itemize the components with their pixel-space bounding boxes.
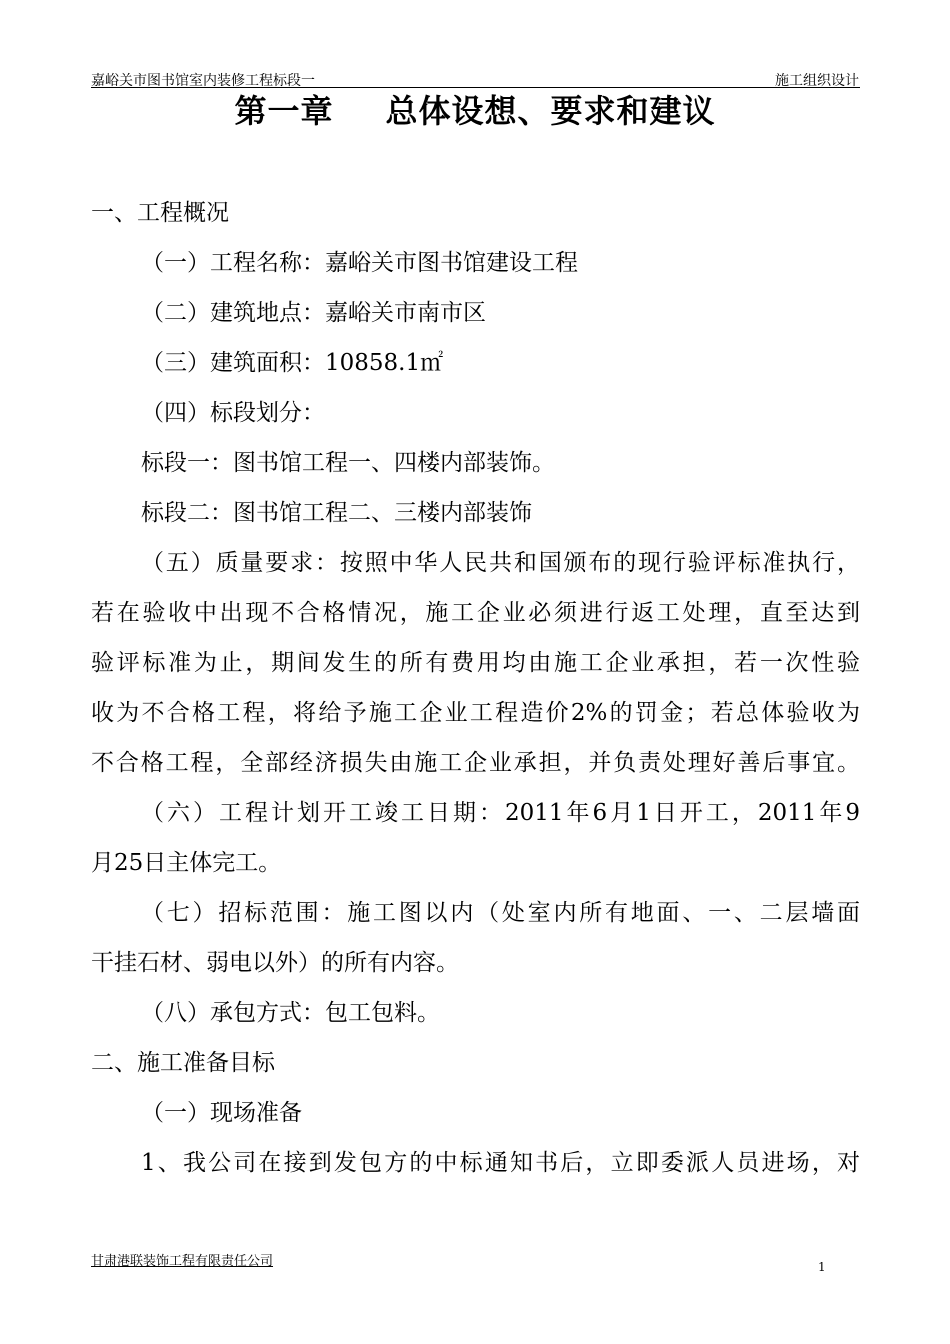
lot-two: 标段二：图书馆工程二、三楼内部装饰 [141,500,532,526]
project-name-item: （一）工程名称：嘉峪关市图书馆建设工程 [141,250,578,276]
project-location-item: （二）建筑地点：嘉峪关市南市区 [141,300,486,326]
quality-requirement-line: 若在验收中出现不合格情况，施工企业必须进行返工处理，直至达到 [91,600,860,626]
footer-company: 甘肃港联装饰工程有限责任公司 [91,1254,274,1269]
schedule-line: 月25日主体完工。 [91,850,282,876]
section-heading: 二、施工准备目标 [91,1050,275,1076]
contract-mode-item: （八）承包方式：包工包料。 [141,1000,440,1026]
site-prep-line: 1、我公司在接到发包方的中标通知书后，立即委派人员进场，对 [141,1150,860,1176]
bid-scope-line: 干挂石材、弱电以外）的所有内容。 [91,950,459,976]
chapter-title: 总体设想、要求和建议 [385,92,716,130]
chapter-number: 第一章 [234,92,334,130]
lot-division-item: （四）标段划分： [141,400,325,426]
lot-one: 标段一：图书馆工程一、四楼内部装饰。 [141,450,555,476]
quality-requirement-line: 不合格工程，全部经济损失由施工企业承担，并负责处理好善后事宜。 [91,750,860,776]
quality-requirement-line: 验评标准为止，期间发生的所有费用均由施工企业承担，若一次性验 [91,650,860,676]
project-area-item: （三）建筑面积：10858.1㎡ [141,350,444,376]
header-doc-type: 施工组织设计 [775,73,859,89]
quality-requirement-line: （五）质量要求：按照中华人民共和国颁布的现行验评标准执行， [141,550,860,576]
header-project-name: 嘉峪关市图书馆室内装修工程标段一 [91,73,315,89]
section-heading: 一、工程概况 [91,200,229,226]
quality-requirement-line: 收为不合格工程，将给予施工企业工程造价2%的罚金；若总体验收为 [91,700,860,726]
page-title [0,86,950,132]
bid-scope-line: （七）招标范围：施工图以内（处室内所有地面、一、二层墙面 [141,900,860,926]
page-number: 1 [818,1260,826,1274]
subsection-heading: （一）现场准备 [141,1100,302,1126]
schedule-line: （六）工程计划开工竣工日期：2011年6月1日开工，2011年9 [141,800,860,826]
